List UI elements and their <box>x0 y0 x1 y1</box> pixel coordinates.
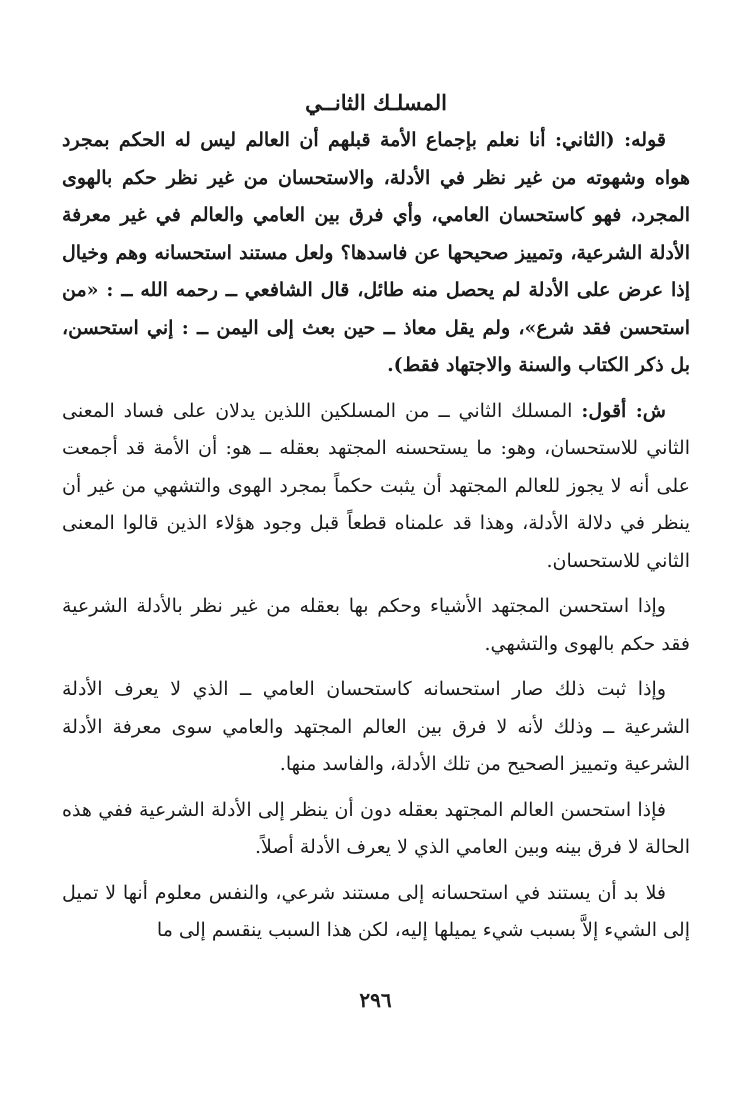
paragraph-spacer <box>62 385 690 393</box>
body-paragraph-2: وإذا ثبت ذلك صار استحسانه كاستحسان العامي ــ الذي لا يعرف الأدلة الشرعية ــ وذلك لأنه لا فرق بين العالم المجتهد والعامي سوى معرفة الأدلة الشرعية وتمييز الصحيح من تلك الأدلة، والفاسد منها. <box>62 678 690 775</box>
paragraph-spacer <box>62 663 690 671</box>
commentary-text: المسلك الثاني ــ من المسلكين اللذين يدلان على فساد المعنى الثاني للاستحسان، وهو: ما يستحسنه المجتهد بعقله ــ هو: أن الأمة قد أجمعت على أنه لا يجوز للعالم المجتهد أن يثبت حكماً بمجرد الهوى والتشهي من غير أن ينظر في دلالة الأدلة، وهذا قد علمناه قطعاً قبل وجود هؤلاء الذين قالوا المعنى الثاني للاستحسان. <box>62 399 690 572</box>
body-paragraph-3: فإذا استحسن العالم المجتهد بعقله دون أن ينظر إلى الأدلة الشرعية ففي هذه الحالة لا فرق بينه وبين العامي الذي لا يعرف الأدلة أصلاً. <box>62 798 690 858</box>
paragraph-spacer <box>62 580 690 588</box>
body-paragraph-4: فلا بد أن يستند في استحسانه إلى مستند شرعي، والنفس معلوم أنها لا تميل إلى الشيء إلاَّ بسبب شيء يميلها إليه، لكن هذا السبب ينقسم إلى ما <box>62 881 690 941</box>
body-paragraph-1: وإذا استحسن المجتهد الأشياء وحكم بها بعقله من غير نظر بالأدلة الشرعية فقد حكم بالهوى والتشهي. <box>62 595 690 655</box>
quoted-text-paragraph: قوله: (الثاني: أنا نعلم بإجماع الأمة قبلهم أن العالم ليس له الحكم بمجرد هواه وشهوته من غير نظر في الأدلة، والاستحسان من غير نظر حكم بالهوى المجرد، فهو كاستحسان العامي، وأي فرق بين العامي والعالم في غير معرفة الأدلة الشرعية، وتمييز صحيحها عن فاسدها؟ ولعل مستند استحسانه وهم وخيال إذا عرض على الأدلة لم يحصل منه طائل، قال الشافعي ــ رحمه الله ــ : «من استحسن فقد شرع»، ولم يقل معاذ ــ حين بعث إلى اليمن ــ : إني استحسن، بل ذكر الكتاب والسنة والاجتهاد فقط). <box>62 129 690 376</box>
paragraph-spacer <box>62 867 690 875</box>
commentary-paragraph <box>62 393 690 581</box>
section-title: المسلـك الثانــي <box>305 90 447 115</box>
commentary-label: ش: أقول: <box>581 399 666 422</box>
paragraph-spacer <box>62 784 690 792</box>
page-body <box>62 86 690 950</box>
page-number: ٢٩٦ <box>359 988 392 1012</box>
